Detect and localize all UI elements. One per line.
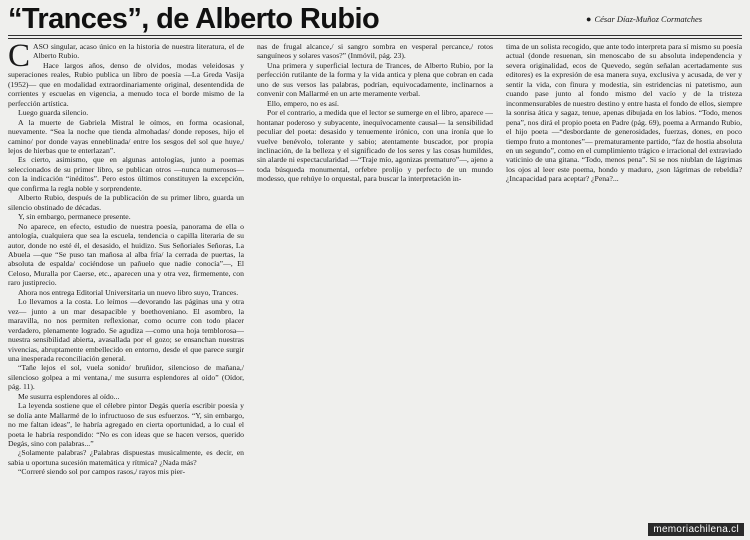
paragraph: Me susurra esplendores al oído... — [18, 391, 120, 401]
paragraph: La leyenda sostiene que el célebre pintor Degás quería escribir poesía y se dolía ante Mallarmé de lo infructuoso de sus esfuerzos. “Y, sin embargo, no me faltan ideas”, le habría agregado en cierta oportunidad, a lo cual el poeta le habría respondido: “No es con ideas que se hacen versos, querido Degás, sino con palabras...” — [8, 401, 244, 449]
paragraph: Por el contrario, a medida que el lector se sumerge en el libro, aparece —hontanar poderoso y subyacente, inequívocamente causal— la sensibilidad peculiar del poeta: desasido y tenuemente irónico, con una ironía que lo vuelve benévolo, tolerante y sabio; atentamente buscador, por propia inclinación, de la belleza y el significado de los seres y las cosas humildes, sin alarde ni espectacularidad —“Traje mío, agonizas prematuro”—, ajeno a toda búsqueda monumental, orfebre prolijo y perfecto de un mundo modesso, que rehúye lo orquestal, para buscar la interpretación in- — [257, 108, 493, 184]
paragraph: Alberto Rubio, después de la publicación de su primer libro, guarda un silencio obstinado de décadas. — [8, 193, 244, 212]
column-1 — [8, 42, 244, 534]
drop-cap: C — [8, 42, 31, 74]
paragraph: Y, sin embargo, permanece presente. — [18, 212, 131, 222]
paragraph: Lo llevamos a la costa. Lo leímos —devorando las páginas una y otra vez— junto a un mar desapacible y boethoveniano. El asombro, la maravilla, no nos permiten reflexionar, como ocurre con todo placer verdadero, plenamente logrado. Se agudiza —como una hoja temblorosa— nuestra sensibilidad abierta, avasallada por el gozo; se ensanchan nuestras vivencias, abruptamente embellecido en entorno, desde el que parece surgir una inesperada reconciliación general. — [8, 297, 244, 363]
paragraph: nas de frugal alcance,/ si sangro sombra en vesperal percance,/ rotos sanguíneos y solares vasos?” (Inmóvil, pág. 23). — [257, 42, 493, 61]
paragraph: A la muerte de Gabriela Mistral le oímos, en forma ocasional, nuevamente. “Sea la noche que tienda almohadas/ donde reposes, hijo el camino/ por donde vayas enneblinada/ entre los sesgos del sol que huye,/ lejos de hierbas que te enterlazan”. — [8, 117, 244, 155]
paragraph: ASO singular, acaso único en la historia de nuestra literatura, el de Alberto Rubio. — [33, 42, 244, 61]
author-name: César Díaz-Muñoz Cormatches — [594, 14, 703, 24]
paragraph: Hace largos años, denso de olvidos, modas veleidosas y superaciones reales, Rubio publica un libro de poesía —La Greda Vasija (1952)— que en modalidad extraordinariamente original, desentendida de corrientes y escuelas en vigencia, a menudo toca el borde mismo de la perfección artística. — [8, 60, 244, 108]
paragraph: Es cierto, asimismo, que en algunas antologías, junto a poemas seleccionados de su primer libro, se publican otros —nunca numerosos— con la indicación “inéditos”. Pero estos últimos constituyen la excepción, que confirma la regla noble y sorprendente. — [8, 155, 244, 193]
header-rule-thin — [8, 38, 742, 39]
column-3 — [506, 42, 742, 534]
paragraph: Luego guarda silencio. — [18, 108, 89, 118]
header-rule — [8, 35, 742, 36]
paragraph: tima de un solista recogido, que ante todo interpreta para sí mismo su poesía actual (donde resuenan, sin menoscabo de su absoluta independencia y severa originalidad, ecos de Quevedo, según señalan acertadamente sus editores) es la expresión de esa manera suya, exclusiva y acusada, de ver y sentir la vida, con finura y modestia, sin estridencias ni patetismo, aun cuando pase junto al fondo mismo del vacío y de la tristeza inconmensurables de nuestro destino y entre hasta el fondo de ellos, siempre la sonrisa ática y sagaz, tenue, apenas dibujada en los labios. “Todo, menos pena”, nos dirá el propio poeta en Padre (pág. 69), poema a Armando Rubio, el hijo poeta —“desbordante de generosidades, fuerzas, dones, en poco tiempo fruto a montones”— prematuramente partido, “faz de hostia absoluta en un segundo”, como en el cumplimiento trágico e irracional del extraviado vaticinio de una gitana. “Todo, menos pena”. Si se nos niublan de lágrimas los ojos al leer este poema, hondo y maduro, ¿son lágrimas de rebeldía? ¿Incapacidad para aceptar? ¿Pena?... — [506, 42, 742, 184]
paragraph: No aparece, en efecto, estudio de nuestra poesía, panorama de ella o antología, cualquiera que sea la escuela, tendencia o capilla literaria de su autor, donde no esté él, el desasido, el huidizo. Sus Señoriales Señoras, La Abuela —que “Se puso tan mañosa al alba fría/ la cerrada de puertas, la absoluta de espalda/ cociéndose un pañuelo que nadie conocía”—, El Celoso, Muralla por Caerse, etc., aparecen una y otra vez, firmemente, con raro justiprecio. — [8, 221, 244, 288]
article-byline — [586, 14, 702, 24]
paragraph: Ahora nos entrega Editorial Universitaria un nuevo libro suyo, Trances. — [18, 287, 239, 297]
source-watermark: memoriachilena.cl — [648, 523, 744, 536]
article-title: “Trances”, de Alberto Rubio — [8, 3, 380, 35]
paragraph: Una primera y superficial lectura de Trances, de Alberto Rubio, por la perfección rutilante de la forma y la vida antica y plena que cobran en cada uno de sus versos las palabras, podrían, equivocadamente, inclinarnos a convenir con Mallarmé en un arte meramente verbal. — [257, 60, 493, 99]
paragraph: “Tañe lejos el sol, vuela sonido/ bruñidor, silencioso de mañana,/ silencioso golpea a mi ventana,/ me susurra esplendores al oído” (Oídor, pág. 11). — [8, 363, 244, 392]
bullet-icon: ● — [586, 14, 592, 24]
paragraph: Ello, empero, no es así. — [267, 98, 339, 108]
paragraph: ¿Solamente palabras? ¿Palabras dispuestas musicalmente, es decir, en sabia u oportuna sucesión matemática y rítmica? ¿Nada más? — [8, 448, 244, 467]
paragraph: “Correré siendo sol por campos rasos,/ rayos mis pier- — [18, 467, 186, 477]
column-2 — [257, 42, 493, 534]
